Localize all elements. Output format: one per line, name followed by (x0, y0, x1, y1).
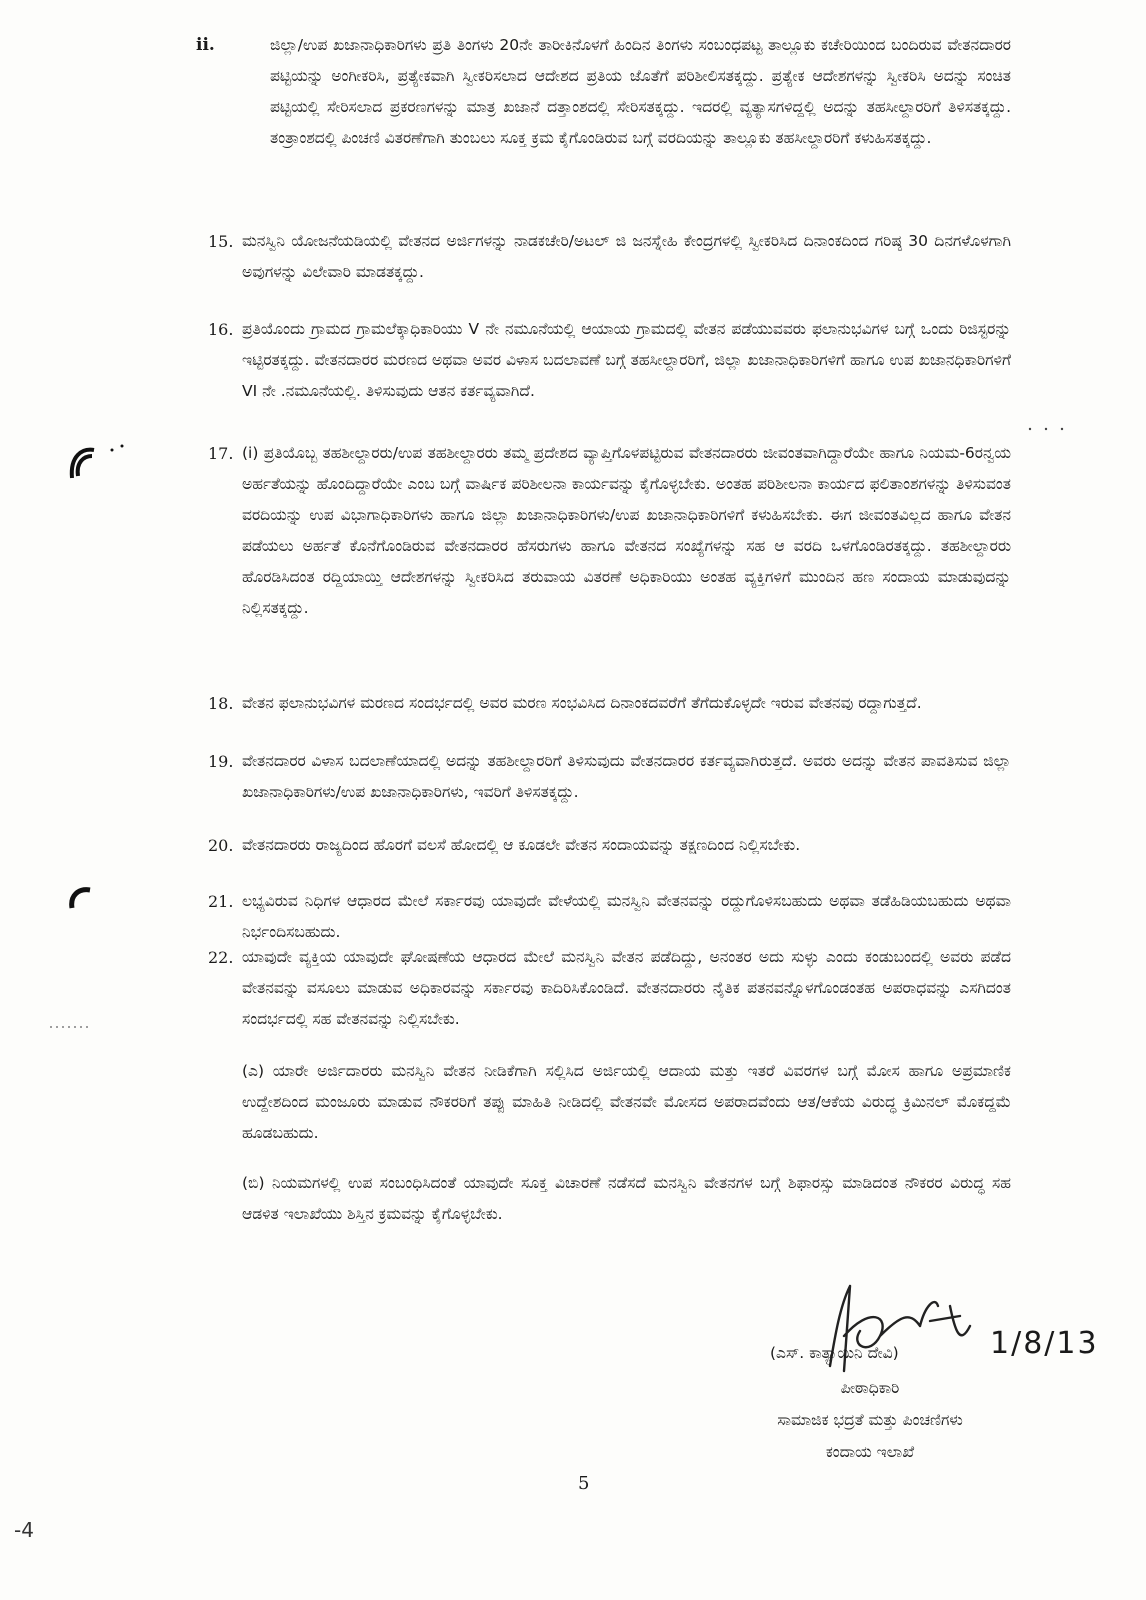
clause-17 (196, 438, 1011, 624)
signatory-name: (ಎಸ್. ಕಾತ್ಯಾಯಿನಿ ದೇವಿ) (770, 1344, 899, 1362)
clause-20 (196, 830, 1011, 861)
clause-ii (196, 30, 1011, 154)
clause-number: 15. (208, 232, 234, 251)
clause-21 (196, 886, 1011, 948)
page-number: 5 (578, 1473, 590, 1494)
clause-text: ಜಿಲ್ಲಾ/ಉಪ ಖಜಾನಾಧಿಕಾರಿಗಳು ಪ್ರತಿ ತಿಂಗಳು 20ನೇ ತಾರೀಕಿನೊಳಗೆ ಹಿಂದಿನ ತಿಂಗಳು ಸಂಬಂಧಪಟ್ಟ ತಾಲ್ಲೂಕು ಕಚೇರಿಯಿಂದ ಬಂದಿರುವ ವೇತನದಾರರ ಪಟ್ಟಿಯನ್ನು ಅಂಗೀಕರಿಸಿ, ಪ್ರತ್ಯೇಕವಾಗಿ ಸ್ವೀಕರಿಸಲಾದ ಆದೇಶದ ಪ್ರತಿಯ ಜೊತೆಗೆ ಪರಿಶೀಲಿಸತಕ್ಕದ್ದು. ಪ್ರತ್ಯೇಕ ಆದೇಶಗಳನ್ನು ಸ್ವೀಕರಿಸಿ ಅದನ್ನು ಸಂಚಿತ ಪಟ್ಟಿಯಲ್ಲಿ ಸೇರಿಸಲಾದ ಪ್ರಕರಣಗಳನ್ನು ಮಾತ್ರ ಖಜಾನೆ ದತ್ತಾಂಶದಲ್ಲಿ ಸೇರಿಸತಕ್ಕದ್ದು. ಇದರಲ್ಲಿ ವ್ಯತ್ಯಾಸಗಳಿದ್ದಲ್ಲಿ ಅದನ್ನು ತಹಸೀಲ್ದಾರರಿಗೆ ತಿಳಿಸತಕ್ಕದ್ದು. ತಂತ್ರಾಂಶದಲ್ಲಿ ಪಿಂಚಣಿ ವಿತರಣೆಗಾಗಿ ತುಂಬಲು ಸೂಕ್ತ ಕ್ರಮ ಕೈಗೊಂಡಿರುವ ಬಗ್ಗೆ ವರದಿಯನ್ನು ತಾಲ್ಲೂಕು ತಹಸೀಲ್ದಾರರಿಗೆ ಕಳುಹಿಸತಕ್ಕದ್ದು. (270, 36, 1011, 147)
clause-number: 19. (208, 752, 234, 771)
signatory-designation: ಪೀಠಾಧಿಕಾರಿ (840, 1379, 900, 1397)
clause-number: 21. (208, 892, 234, 911)
clause-18 (196, 688, 1011, 719)
sub-clause-b: (ಬಿ) ನಿಯಮಗಳಲ್ಲಿ ಉಪ ಸಂಬಂಧಿಸಿದಂತೆ ಯಾವುದೇ ಸೂಕ್ತ ವಿಚಾರಣೆ ನಡೆಸದೆ ಮನಸ್ವಿನಿ ವೇತನಗಳ ಬಗ್ಗೆ ಶಿಫಾರಸ್ಸು ಮಾಡಿದಂತ ನೌಕರರ ವಿರುದ್ಧ ಸಹ ಆಡಳಿತ ಇಲಾಖೆಯು ಶಿಸ್ತಿನ ಕ್ರಮವನ್ನು ಕೈಗೊಳ್ಳಬೇಕು. (242, 1174, 1011, 1223)
clause-text: ವೇತನ ಫಲಾನುಭವಿಗಳ ಮರಣದ ಸಂದರ್ಭದಲ್ಲಿ ಅವರ ಮರಣ ಸಂಭವಿಸಿದ ದಿನಾಂಕದವರೆಗೆ ತೆಗೆದುಕೊಳ್ಳದೇ ಇರುವ ವೇತನವು ರದ್ದಾಗುತ್ತದೆ. (242, 694, 922, 712)
handwritten-signature (810, 1276, 990, 1386)
clause-16 (196, 314, 1011, 407)
clause-text: ವೇತನದಾರರು ರಾಜ್ಯದಿಂದ ಹೊರಗೆ ವಲಸೆ ಹೋದಲ್ಲಿ ಆ ಕೂಡಲೇ ವೇತನ ಸಂದಾಯವನ್ನು ತಕ್ಷಣದಿಂದ ನಿಲ್ಲಿಸಬೇಕು. (242, 836, 801, 854)
clause-number: 22. (208, 948, 234, 967)
margin-dots (50, 1024, 94, 1030)
clause-text: ವೇತನದಾರರ ವಿಳಾಸ ಬದಲಾಣೆಯಾದಲ್ಲಿ ಅದನ್ನು ತಹಶೀಲ್ದಾರರಿಗೆ ತಿಳಿಸುವುದು ವೇತನದಾರರ ಕರ್ತವ್ಯವಾಗಿರುತ್ತದೆ. ಅವರು ಅದನ್ನು ವೇತನ ಪಾವತಿಸುವ ಜಿಲ್ಲಾ ಖಜಾನಾಧಿಕಾರಿಗಳು/ಉಪ ಖಜಾನಾಧಿಕಾರಿಗಳು, ಇವರಿಗೆ ತಿಳಿಸತಕ್ಕದ್ದು. (242, 752, 1011, 801)
clause-22 (196, 942, 1011, 1035)
margin-dots (1026, 424, 1076, 434)
signature-date: 1/8/13 (990, 1326, 1099, 1361)
signatory-department-line2: ಕಂದಾಯ ಇಲಾಖೆ (825, 1443, 915, 1461)
margin-hole-mark (64, 436, 134, 486)
clause-text: ಯಾವುದೇ ವ್ಯಕ್ತಿಯ ಯಾವುದೇ ಘೋಷಣೆಯ ಆಧಾರದ ಮೇಲೆ ಮನಸ್ವಿನಿ ವೇತನ ಪಡೆದಿದ್ದು, ಅನಂತರ ಅದು ಸುಳ್ಳು ಎಂದು ಕಂಡುಬಂದಲ್ಲಿ ಅವರು ಪಡೆದ ವೇತನವನ್ನು ವಸೂಲು ಮಾಡುವ ಅಧಿಕಾರವನ್ನು ಸರ್ಕಾರವು ಕಾದಿರಿಸಿಕೊಂಡಿದೆ. ವೇತನದಾರರು ನೈತಿಕ ಪತನವನ್ನೊಳಗೊಂಡಂತಹ ಅಪರಾಧವನ್ನು ಎಸಗಿದಂತ ಸಂದರ್ಭದಲ್ಲಿ ಸಹ ವೇತನವನ್ನು ನಿಲ್ಲಿಸಬೇಕು. (242, 948, 1011, 1028)
clause-number: 16. (208, 320, 234, 339)
clause-number: 20. (208, 836, 234, 855)
clause-text: ಮನಸ್ವಿನಿ ಯೋಜನೆಯಡಿಯಲ್ಲಿ ವೇತನದ ಅರ್ಜಿಗಳನ್ನು ನಾಡಕಚೇರಿ/ಅಟಲ್ ಜಿ ಜನಸ್ನೇಹಿ ಕೇಂದ್ರಗಳಲ್ಲಿ ಸ್ವೀಕರಿಸಿದ ದಿನಾಂಕದಿಂದ ಗರಿಷ್ಠ 30 ದಿನಗಳೊಳಗಾಗಿ ಅವುಗಳನ್ನು ವಿಲೇವಾರಿ ಮಾಡತಕ್ಕದ್ದು. (242, 232, 1011, 281)
clause-text: ಪ್ರತಿಯೊಂದು ಗ್ರಾಮದ ಗ್ರಾಮಲೆಕ್ಕಾಧಿಕಾರಿಯು V ನೇ ನಮೂನೆಯಲ್ಲಿ ಆಯಾಯ ಗ್ರಾಮದಲ್ಲಿ ವೇತನ ಪಡೆಯುವವರು ಫಲಾನುಭವಿಗಳ ಬಗ್ಗೆ ಒಂದು ರಿಜಿಸ್ಟರನ್ನು ಇಟ್ಟಿರತಕ್ಕದ್ದು. ವೇತನದಾರರ ಮರಣದ ಅಥವಾ ಅವರ ವಿಳಾಸ ಬದಲಾವಣೆ ಬಗ್ಗೆ ತಹಸೀಲ್ದಾರರಿಗೆ, ಜಿಲ್ಲಾ ಖಜಾನಾಧಿಕಾರಿಗಳಿಗೆ ಹಾಗೂ ಉಪ ಖಜಾನಧಿಕಾರಿಗಳಿಗೆ VI ನೇ .ನಮೂನೆಯಲ್ಲಿ. ತಿಳಿಸುವುದು ಆತನ ಕರ್ತವ್ಯವಾಗಿದೆ. (242, 320, 1011, 400)
corner-mark: -4 (14, 1518, 34, 1542)
clause-19 (196, 746, 1011, 808)
clause-text: ಲಭ್ಯವಿರುವ ನಿಧಿಗಳ ಆಧಾರದ ಮೇಲೆ ಸರ್ಕಾರವು ಯಾವುದೇ ವೇಳೆಯಲ್ಲಿ ಮನಸ್ವಿನಿ ವೇತನವನ್ನು ರದ್ದುಗೊಳಿಸಬಹುದು ಅಥವಾ ತಡೆಹಿಡಿಯಬಹುದು ಅಥವಾ ನಿರ್ಭಂದಿಸಬಹುದು. (242, 892, 1011, 941)
clause-number: 17. (208, 444, 234, 463)
sub-clause-a: (ಎ) ಯಾರೇ ಅರ್ಜಿದಾರರು ಮನಸ್ವಿನಿ ವೇತನ ನೀಡಿಕೆಗಾಗಿ ಸಲ್ಲಿಸಿದ ಅರ್ಜಿಯಲ್ಲಿ ಆದಾಯ ಮತ್ತು ಇತರೆ ವಿವರಗಳ ಬಗ್ಗೆ ಮೋಸ ಹಾಗೂ ಅಪ್ರಮಾಣಿಕ ಉದ್ದೇಶದಿಂದ ಮಂಜೂರು ಮಾಡುವ ನೌಕರರಿಗೆ ತಪ್ಪು ಮಾಹಿತಿ ನೀಡಿದಲ್ಲಿ ವೇತನವೇ ಮೋಸದ ಅಪರಾದವೆಂದು ಆತ/ಆಕೆಯ ವಿರುದ್ಧ ಕ್ರಿಮಿನಲ್ ಮೊಕದ್ದಮೆ ಹೂಡಬಹುದು. (242, 1062, 1011, 1142)
clause-15 (196, 226, 1011, 288)
clause-text: (i) ಪ್ರತಿಯೊಬ್ಬ ತಹಶೀಲ್ದಾರರು/ಉಪ ತಹಶೀಲ್ದಾರರು ತಮ್ಮ ಪ್ರದೇಶದ ವ್ಯಾಪ್ತಿಗೊಳಪಟ್ಟಿರುವ ವೇತನದಾರರು ಜೀವಂತವಾಗಿದ್ದಾರೆಯೇ ಹಾಗೂ ನಿಯಮ-6ರನ್ವಯ ಅರ್ಹತೆಯನ್ನು ಹೊಂದಿದ್ದಾರೆಯೇ ಎಂಬ ಬಗ್ಗೆ ವಾರ್ಷಿಕ ಪರಿಶೀಲನಾ ಕಾರ್ಯವನ್ನು ಕೈಗೊಳ್ಳಬೇಕು. ಅಂತಹ ಪರಿಶೀಲನಾ ಕಾರ್ಯದ ಫಲಿತಾಂಶಗಳನ್ನು ತಿಳಿಸುವಂತ ವರದಿಯನ್ನು ಉಪ ವಿಭಾಗಾಧಿಕಾರಿಗಳು ಹಾಗೂ ಜಿಲ್ಲಾ ಖಜಾನಾಧಿಕಾರಿಗಳು/ಉಪ ಖಜಾನಾಧಿಕಾರಿಗಳಿಗೆ ಕಳುಹಿಸಬೇಕು. ಈಗ ಜೀವಂತವಿಲ್ಲದ ಹಾಗೂ ವೇತನ ಪಡೆಯಲು ಅರ್ಹತೆ ಕೊನೆಗೊಂಡಿರುವ ವೇತನದಾರರ ಹೆಸರುಗಳು ಹಾಗೂ ವೇತನದ ಸಂಖ್ಯೆಗಳನ್ನು ಸಹ ಆ ವರದಿ ಒಳಗೊಂಡಿರತಕ್ಕದ್ದು. ತಹಶೀಲ್ದಾರರು ಹೊರಡಿಸಿದಂತ ರದ್ದಿಯಾಯ್ತಿ ಆದೇಶಗಳನ್ನು ಸ್ವೀಕರಿಸಿದ ತರುವಾಯ ವಿತರಣೆ ಅಧಿಕಾರಿಯು ಅಂತಹ ವ್ಯಕ್ತಿಗಳಿಗೆ ಮುಂದಿನ ಹಣ ಸಂದಾಯ ಮಾಡುವುದನ್ನು ನಿಲ್ಲಿಸತಕ್ಕದ್ದು. (242, 444, 1011, 617)
punch-hole-mark (66, 884, 96, 914)
clause-number: 18. (208, 694, 234, 713)
clause-number: ii. (196, 35, 215, 55)
signatory-department-line1: ಸಾಮಾಜಿಕ ಭದ್ರತೆ ಮತ್ತು ಪಿಂಚಣಿಗಳು (777, 1411, 963, 1429)
